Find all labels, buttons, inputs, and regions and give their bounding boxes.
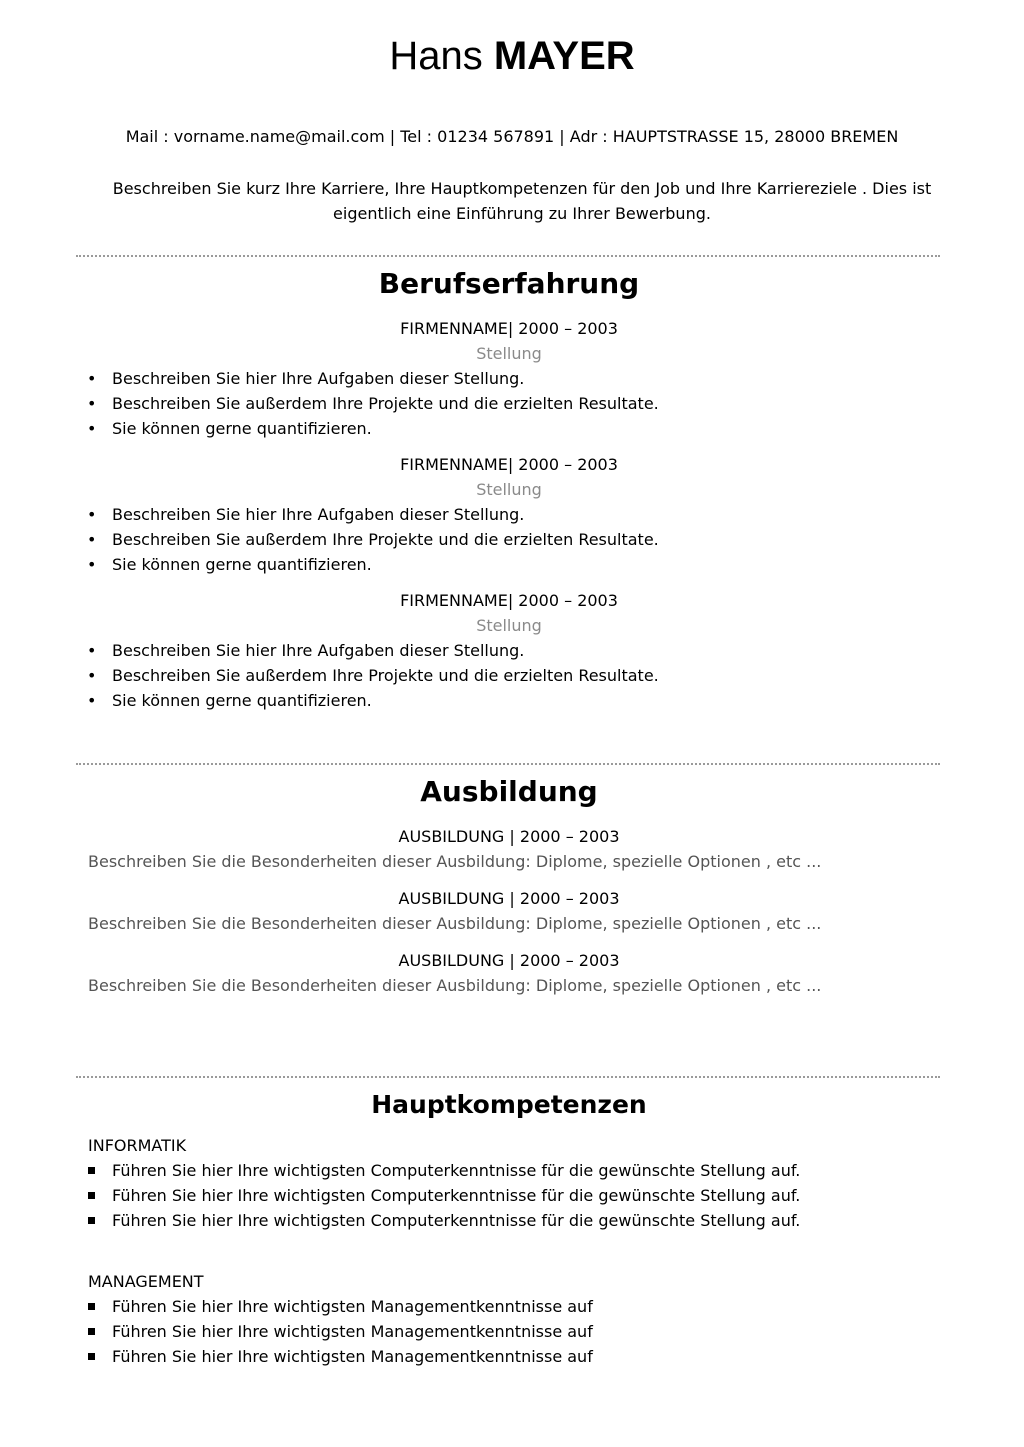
- list-item: [86, 416, 659, 441]
- bullet-text: Sie können gerne quantifizieren.: [112, 691, 372, 710]
- bullet-text: Sie können gerne quantifizieren.: [112, 419, 372, 438]
- bullet-text: Beschreiben Sie hier Ihre Aufgaben dieser Stellung.: [112, 505, 525, 524]
- section-title-education: Ausbildung: [420, 775, 598, 808]
- education-description: Beschreiben Sie die Besonderheiten dieser Ausbildung: Diplome, spezielle Optionen , etc ...: [88, 976, 822, 995]
- section-title-skills: Hauptkompetenzen: [371, 1090, 647, 1119]
- skill-text: Führen Sie hier Ihre wichtigsten Computerkenntnisse für die gewünschte Stellung auf.: [112, 1186, 801, 1205]
- job-position: Stellung: [476, 344, 542, 363]
- career-summary: [90, 176, 954, 226]
- list-item: [86, 366, 659, 391]
- bullet-text: Sie können gerne quantifizieren.: [112, 555, 372, 574]
- skill-list: [86, 1294, 593, 1369]
- skill-text: Führen Sie hier Ihre wichtigsten Computerkenntnisse für die gewünschte Stellung auf.: [112, 1211, 801, 1230]
- job-bullet-list: [86, 638, 659, 713]
- last-name: MAYER: [493, 34, 635, 78]
- summary-line: Beschreiben Sie kurz Ihre Karriere, Ihre Hauptkompetenzen für den Job und Ihre Karriereziele . Dies ist: [112, 179, 932, 198]
- applicant-name: [0, 30, 1024, 82]
- list-item: [86, 1158, 800, 1183]
- job-bullet-list: [86, 502, 659, 577]
- list-item: [86, 663, 659, 688]
- skill-text: Führen Sie hier Ihre wichtigsten Managementkenntnisse auf: [112, 1322, 593, 1341]
- job-company: FIRMENNAME| 2000 – 2003: [400, 455, 618, 474]
- summary-line: eigentlich eine Einführung zu Ihrer Bewerbung.: [333, 204, 711, 223]
- skill-text: Führen Sie hier Ihre wichtigsten Managementkenntnisse auf: [112, 1347, 593, 1366]
- education-description: Beschreiben Sie die Besonderheiten dieser Ausbildung: Diplome, spezielle Optionen , etc ...: [88, 852, 822, 871]
- bullet-text: Beschreiben Sie hier Ihre Aufgaben dieser Stellung.: [112, 369, 525, 388]
- bullet-text: Beschreiben Sie außerdem Ihre Projekte und die erzielten Resultate.: [112, 666, 659, 685]
- contact-line: Mail : vorname.name@mail.com | Tel : 01234 567891 | Adr : HAUPTSTRASSE 15, 28000 BREMEN: [125, 127, 899, 146]
- skill-text: Führen Sie hier Ihre wichtigsten Managementkenntnisse auf: [112, 1297, 593, 1316]
- section-divider: [76, 255, 940, 257]
- list-item: [86, 1208, 800, 1233]
- section-title-experience: Berufserfahrung: [378, 267, 640, 300]
- job-position: Stellung: [476, 616, 542, 635]
- list-item: [86, 527, 659, 552]
- education-description: Beschreiben Sie die Besonderheiten dieser Ausbildung: Diplome, spezielle Optionen , etc ...: [88, 914, 822, 933]
- list-item: [86, 1319, 593, 1344]
- bullet-text: Beschreiben Sie hier Ihre Aufgaben dieser Stellung.: [112, 641, 525, 660]
- section-divider: [76, 763, 940, 765]
- skill-group-label: MANAGEMENT: [88, 1272, 204, 1291]
- list-item: [86, 1294, 593, 1319]
- list-item: [86, 1183, 800, 1208]
- skill-list: [86, 1158, 800, 1233]
- education-heading: AUSBILDUNG | 2000 – 2003: [398, 827, 620, 846]
- list-item: [86, 391, 659, 416]
- list-item: [86, 688, 659, 713]
- job-bullet-list: [86, 366, 659, 441]
- education-heading: AUSBILDUNG | 2000 – 2003: [398, 951, 620, 970]
- first-name: Hans: [389, 34, 483, 78]
- bullet-text: Beschreiben Sie außerdem Ihre Projekte und die erzielten Resultate.: [112, 394, 659, 413]
- section-divider: [76, 1076, 940, 1078]
- job-company: FIRMENNAME| 2000 – 2003: [400, 591, 618, 610]
- list-item: [86, 1344, 593, 1369]
- list-item: [86, 638, 659, 663]
- job-company: FIRMENNAME| 2000 – 2003: [400, 319, 618, 338]
- job-position: Stellung: [476, 480, 542, 499]
- list-item: [86, 502, 659, 527]
- bullet-text: Beschreiben Sie außerdem Ihre Projekte und die erzielten Resultate.: [112, 530, 659, 549]
- list-item: [86, 552, 659, 577]
- skill-text: Führen Sie hier Ihre wichtigsten Computerkenntnisse für die gewünschte Stellung auf.: [112, 1161, 801, 1180]
- education-heading: AUSBILDUNG | 2000 – 2003: [398, 889, 620, 908]
- skill-group-label: INFORMATIK: [88, 1136, 187, 1155]
